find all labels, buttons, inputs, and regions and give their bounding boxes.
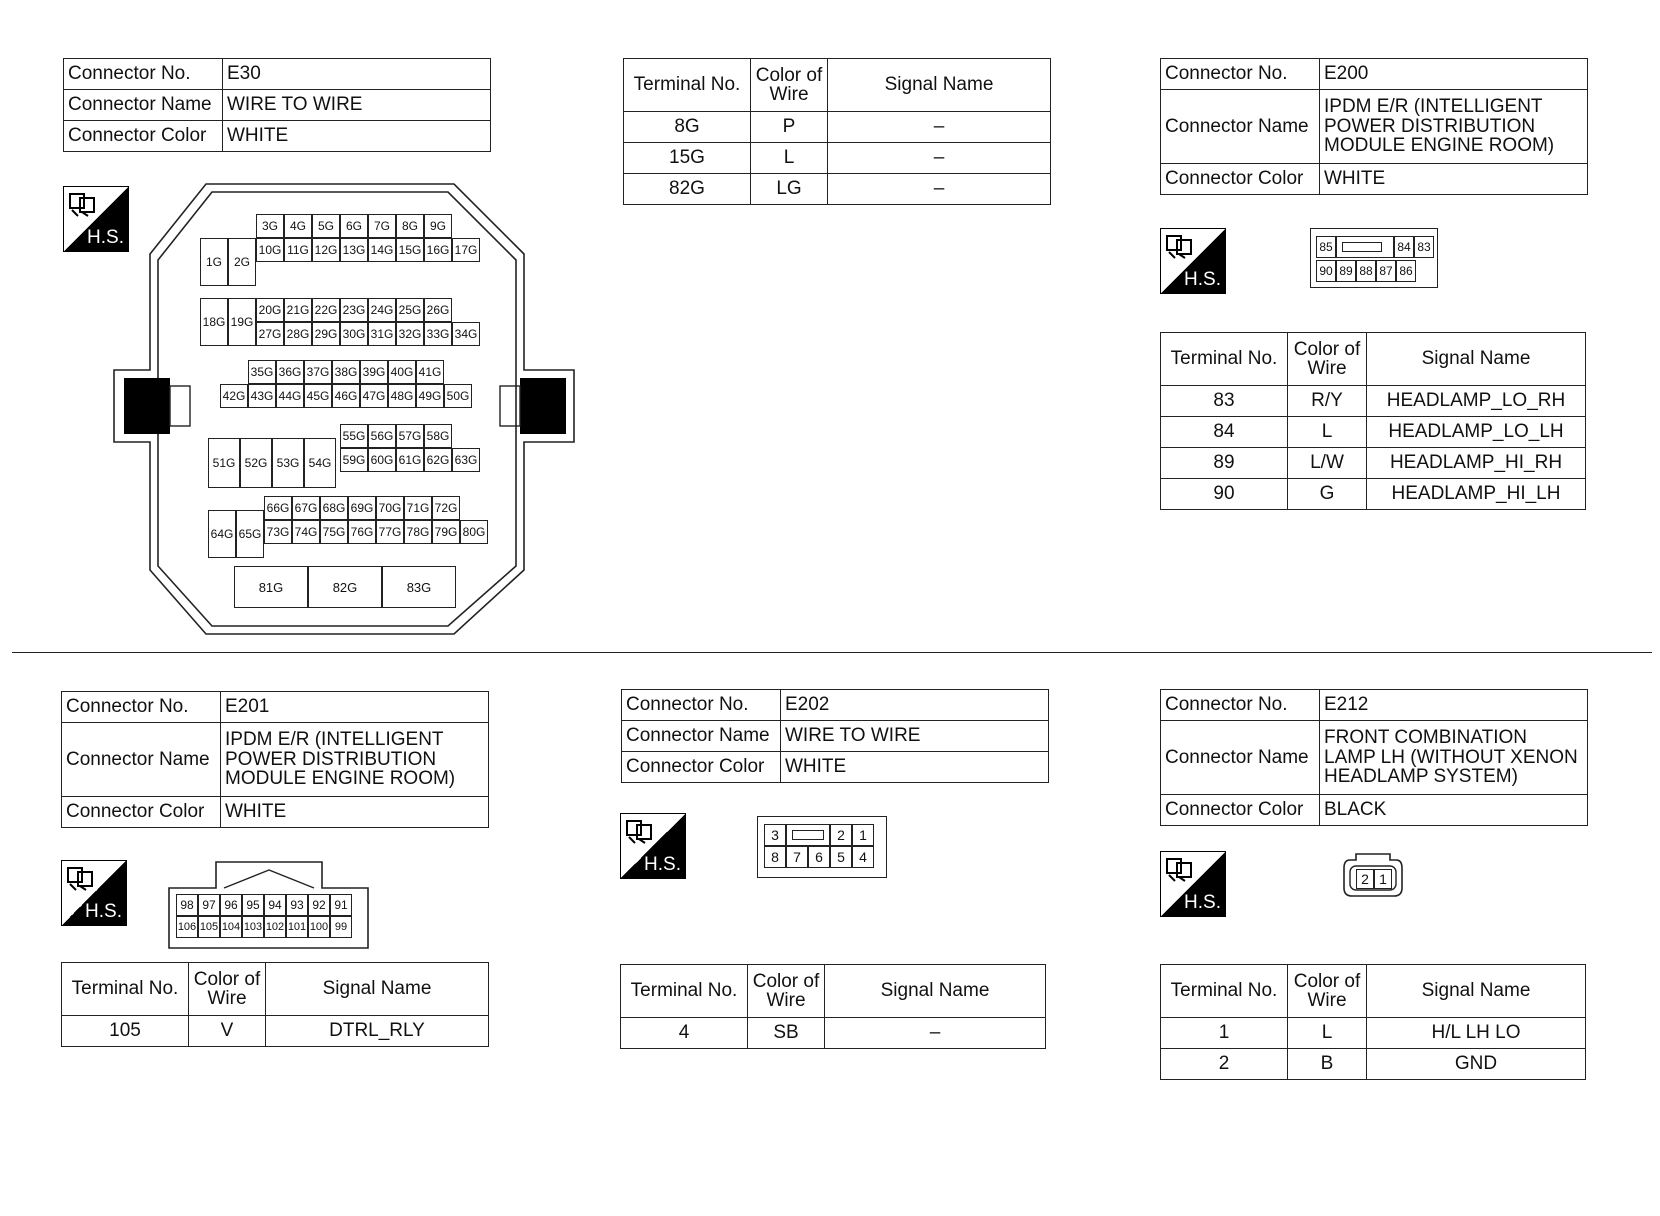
- connector-color-label: Connector Color: [1161, 795, 1320, 826]
- pin-cell: 78G: [404, 520, 432, 544]
- pin-cell: 81G: [234, 566, 308, 608]
- pin-cell: 46G: [332, 384, 360, 408]
- wire-color-header-l1: Color of: [193, 969, 261, 990]
- connector-symbol-icon: [1165, 232, 1199, 260]
- signal-name: –: [828, 112, 1051, 143]
- pin-cell: 14G: [368, 238, 396, 262]
- pin-cell: 62G: [424, 448, 452, 472]
- terminal-row: [62, 1016, 489, 1047]
- pin-cell: 47G: [360, 384, 388, 408]
- terminal-no: 15G: [624, 143, 751, 174]
- terminal-no-header: Terminal No.: [1161, 965, 1288, 1018]
- terminal-no: 82G: [624, 174, 751, 205]
- pin-cell: 102: [264, 916, 286, 938]
- signal-name: HEADLAMP_LO_RH: [1367, 386, 1586, 417]
- pin-cell: 75G: [320, 520, 348, 544]
- signal-name: GND: [1367, 1049, 1586, 1080]
- connector-no-label: Connector No.: [1161, 59, 1320, 90]
- pin-cell: 63G: [452, 448, 480, 472]
- pin-cell: 100: [308, 916, 330, 938]
- pin-cell: 86: [1396, 260, 1416, 282]
- connector-name-line: POWER DISTRIBUTION: [1324, 115, 1536, 137]
- connector-color-value: WHITE: [223, 121, 491, 152]
- terminal-no: 90: [1161, 479, 1288, 510]
- pin-cell: 74G: [292, 520, 320, 544]
- pin-cell: 52G: [240, 438, 272, 488]
- pin-cell: 21G: [284, 298, 312, 322]
- pin-cell: 1G: [200, 238, 228, 286]
- pin-cell: 71G: [404, 496, 432, 520]
- pin-cell: 5G: [312, 214, 340, 238]
- wire-color-header-l2: Wire: [769, 84, 809, 105]
- wire-color: G: [1288, 479, 1367, 510]
- connector-color-label: Connector Color: [62, 797, 221, 828]
- connector-symbol-icon: [1165, 855, 1199, 883]
- pin-cell: 60G: [368, 448, 396, 472]
- pin-cavity: [1342, 242, 1382, 252]
- pin-cell: 104: [220, 916, 242, 938]
- connector-name-value: WIRE TO WIRE: [781, 721, 1049, 752]
- wire-color-header: [189, 963, 266, 1016]
- pin-cell: 11G: [284, 238, 312, 262]
- wire-color-header-l1: Color of: [1293, 971, 1361, 992]
- wire-color-header-l2: Wire: [766, 990, 806, 1011]
- pin-cell: 59G: [340, 448, 368, 472]
- pin-cell: 83: [1414, 236, 1434, 258]
- pin-cell: 55G: [340, 424, 368, 448]
- hs-label: H.S.: [87, 227, 124, 248]
- pin-cell: 73G: [264, 520, 292, 544]
- pin-cell: 4: [852, 846, 874, 868]
- terminal-no: 2: [1161, 1049, 1288, 1080]
- terminal-row: [1161, 479, 1586, 510]
- connector-symbol-icon: [68, 190, 102, 218]
- e30-terminal-table: [623, 58, 1051, 205]
- signal-name: DTRL_RLY: [266, 1016, 489, 1047]
- pin-cell: 72G: [432, 496, 460, 520]
- pin-cell: 2G: [228, 238, 256, 286]
- pin-cell: 93: [286, 894, 308, 916]
- e202-terminal-table: [620, 964, 1046, 1049]
- terminal-row: [624, 174, 1051, 205]
- wire-color: P: [751, 112, 828, 143]
- pin-cell: 12G: [312, 238, 340, 262]
- pin-cell: 99: [330, 916, 352, 938]
- signal-name-header: Signal Name: [1367, 333, 1586, 386]
- terminal-no-header: Terminal No.: [1161, 333, 1288, 386]
- hs-label: H.S.: [1184, 892, 1221, 913]
- pin-cell: 2: [830, 824, 852, 846]
- pin-cell: 30G: [340, 322, 368, 346]
- wire-color-header-l1: Color of: [755, 65, 823, 86]
- pin-cell: 66G: [264, 496, 292, 520]
- connector-name-value: [1320, 721, 1588, 795]
- connector-no-label: Connector No.: [64, 59, 223, 90]
- connector-no-value: E200: [1320, 59, 1588, 90]
- pin-cell: 3G: [256, 214, 284, 238]
- pin-cell: 67G: [292, 496, 320, 520]
- pin-cell: 39G: [360, 360, 388, 384]
- pin-cell: 85: [1316, 236, 1336, 258]
- signal-name: –: [828, 174, 1051, 205]
- pin-cell: 54G: [304, 438, 336, 488]
- pin-cell: 96: [220, 894, 242, 916]
- pin-cell: 97: [198, 894, 220, 916]
- hs-label: H.S.: [85, 901, 122, 922]
- pin-cell: 68G: [320, 496, 348, 520]
- pin-cell: 2: [1356, 869, 1374, 889]
- pin-cell: 27G: [256, 322, 284, 346]
- pin-cell: 57G: [396, 424, 424, 448]
- hs-icon: [620, 813, 686, 879]
- pin-cell: 79G: [432, 520, 460, 544]
- signal-name: –: [825, 1018, 1046, 1049]
- pin-cell: 51G: [208, 438, 240, 488]
- pin-cell: 90: [1316, 260, 1336, 282]
- pin-cell: 1: [852, 824, 874, 846]
- pin-cell: 106: [176, 916, 198, 938]
- hs-icon: [61, 860, 127, 926]
- wire-color: R/Y: [1288, 386, 1367, 417]
- pin-cell: 58G: [424, 424, 452, 448]
- pin-cell: 65G: [236, 510, 264, 558]
- wire-color-header: [748, 965, 825, 1018]
- pin-cell: 8G: [396, 214, 424, 238]
- terminal-no: 84: [1161, 417, 1288, 448]
- pin-cell: 41G: [416, 360, 444, 384]
- connector-name-value: WIRE TO WIRE: [223, 90, 491, 121]
- pin-cell: 32G: [396, 322, 424, 346]
- pin-cell: 18G: [200, 298, 228, 346]
- connector-no-value: E212: [1320, 690, 1588, 721]
- terminal-row: [624, 143, 1051, 174]
- connector-name-line: IPDM E/R (INTELLIGENT: [1324, 95, 1543, 117]
- connector-no-value: E201: [221, 692, 489, 723]
- pin-cavity: [792, 830, 824, 840]
- terminal-no: 105: [62, 1016, 189, 1047]
- signal-name: HEADLAMP_HI_RH: [1367, 448, 1586, 479]
- connector-name-line: MODULE ENGINE ROOM): [1324, 135, 1555, 157]
- connector-no-label: Connector No.: [622, 690, 781, 721]
- hs-label: H.S.: [1184, 269, 1221, 290]
- pin-cell: 105: [198, 916, 220, 938]
- connector-name-line: FRONT COMBINATION: [1324, 726, 1528, 748]
- connector-color-label: Connector Color: [64, 121, 223, 152]
- pin-cell: 34G: [452, 322, 480, 346]
- pin-cell: 7: [786, 846, 808, 868]
- pin-cell: 24G: [368, 298, 396, 322]
- pin-cell: 87: [1376, 260, 1396, 282]
- connector-name-line: POWER DISTRIBUTION: [225, 748, 437, 770]
- connector-symbol-icon: [625, 817, 659, 845]
- connector-color-value: WHITE: [1320, 164, 1588, 195]
- section-divider: [12, 652, 1652, 653]
- connector-name-label: Connector Name: [1161, 721, 1320, 795]
- signal-name: HEADLAMP_LO_LH: [1367, 417, 1586, 448]
- connector-no-value: E30: [223, 59, 491, 90]
- terminal-row: [1161, 417, 1586, 448]
- connector-color-value: BLACK: [1320, 795, 1588, 826]
- connector-name-value: [221, 723, 489, 797]
- pin-cell: 98: [176, 894, 198, 916]
- pin-cell: 49G: [416, 384, 444, 408]
- signal-name-header: Signal Name: [828, 59, 1051, 112]
- pin-cell: 76G: [348, 520, 376, 544]
- pin-cell: 50G: [444, 384, 472, 408]
- wire-color: L/W: [1288, 448, 1367, 479]
- pin-cell: 33G: [424, 322, 452, 346]
- wire-color: LG: [751, 174, 828, 205]
- e200-info-table: [1160, 58, 1588, 195]
- pin-cell: 29G: [312, 322, 340, 346]
- pin-cell: 95: [242, 894, 264, 916]
- connector-color-value: WHITE: [221, 797, 489, 828]
- pin-cell: 80G: [460, 520, 488, 544]
- pin-cell: 31G: [368, 322, 396, 346]
- pin-cell: 42G: [220, 384, 248, 408]
- connector-name-label: Connector Name: [1161, 90, 1320, 164]
- hs-icon: [1160, 228, 1226, 294]
- connector-name-line: IPDM E/R (INTELLIGENT: [225, 728, 444, 750]
- terminal-no: 1: [1161, 1018, 1288, 1049]
- connector-symbol-icon: [66, 864, 100, 892]
- pin-cell: 82G: [308, 566, 382, 608]
- terminal-no: 4: [621, 1018, 748, 1049]
- pin-cell: 77G: [376, 520, 404, 544]
- pin-cell: 10G: [256, 238, 284, 262]
- wire-color: L: [1288, 1018, 1367, 1049]
- terminal-row: [1161, 448, 1586, 479]
- pin-cell: 64G: [208, 510, 236, 558]
- e200-terminal-table: [1160, 332, 1586, 510]
- connector-name-label: Connector Name: [622, 721, 781, 752]
- connector-name-line: HEADLAMP SYSTEM): [1324, 766, 1518, 788]
- signal-name-header: Signal Name: [825, 965, 1046, 1018]
- terminal-no-header: Terminal No.: [621, 965, 748, 1018]
- pin-cell: 91: [330, 894, 352, 916]
- pin-cell: 48G: [388, 384, 416, 408]
- terminal-row: [1161, 1018, 1586, 1049]
- pin-cell: 43G: [248, 384, 276, 408]
- pin-cell: 9G: [424, 214, 452, 238]
- pin-cell: 1: [1374, 869, 1392, 889]
- signal-name-header: Signal Name: [1367, 965, 1586, 1018]
- pin-cell: 53G: [272, 438, 304, 488]
- e201-terminal-table: [61, 962, 489, 1047]
- e30-info-table: [63, 58, 491, 152]
- pin-cell: 22G: [312, 298, 340, 322]
- terminal-row: [1161, 1049, 1586, 1080]
- pin-cell: 84: [1394, 236, 1414, 258]
- pin-cell: 83G: [382, 566, 456, 608]
- terminal-no-header: Terminal No.: [624, 59, 751, 112]
- terminal-row: [624, 112, 1051, 143]
- pin-cell: 36G: [276, 360, 304, 384]
- pin-cell: 103: [242, 916, 264, 938]
- pin-cell: 101: [286, 916, 308, 938]
- pin-cell: 7G: [368, 214, 396, 238]
- pin-cell: 35G: [248, 360, 276, 384]
- wire-color: B: [1288, 1049, 1367, 1080]
- connector-name-line: LAMP LH (WITHOUT XENON: [1324, 746, 1578, 768]
- pin-cell: 38G: [332, 360, 360, 384]
- wire-color-header-l1: Color of: [752, 971, 820, 992]
- pin-cell: 37G: [304, 360, 332, 384]
- wire-color: SB: [748, 1018, 825, 1049]
- pin-cell: 17G: [452, 238, 480, 262]
- pin-cell: 8: [764, 846, 786, 868]
- connector-name-label: Connector Name: [64, 90, 223, 121]
- connector-name-line: MODULE ENGINE ROOM): [225, 768, 456, 790]
- pin-cell: 6: [808, 846, 830, 868]
- pin-cell: 92: [308, 894, 330, 916]
- e201-info-table: [61, 691, 489, 828]
- pin-cell: 69G: [348, 496, 376, 520]
- connector-name-value: [1320, 90, 1588, 164]
- connector-color-label: Connector Color: [622, 752, 781, 783]
- terminal-no-header: Terminal No.: [62, 963, 189, 1016]
- pin-cell: 4G: [284, 214, 312, 238]
- pin-cell: 16G: [424, 238, 452, 262]
- connector-no-label: Connector No.: [1161, 690, 1320, 721]
- pin-cell: 88: [1356, 260, 1376, 282]
- terminal-no: 8G: [624, 112, 751, 143]
- pin-cell: 3: [764, 824, 786, 846]
- pin-cell: 56G: [368, 424, 396, 448]
- wire-color-header: [751, 59, 828, 112]
- pin-cell: 6G: [340, 214, 368, 238]
- wire-color: V: [189, 1016, 266, 1047]
- pin-cell: 25G: [396, 298, 424, 322]
- pin-cell: 20G: [256, 298, 284, 322]
- hs-icon: [1160, 851, 1226, 917]
- connector-no-label: Connector No.: [62, 692, 221, 723]
- connector-no-value: E202: [781, 690, 1049, 721]
- pin-cell: 44G: [276, 384, 304, 408]
- wire-color-header-l2: Wire: [207, 988, 247, 1009]
- pin-cell: 5: [830, 846, 852, 868]
- connector-name-label: Connector Name: [62, 723, 221, 797]
- terminal-no: 83: [1161, 386, 1288, 417]
- pin-cell: 89: [1336, 260, 1356, 282]
- pin-cell: 70G: [376, 496, 404, 520]
- wire-color-header-l2: Wire: [1307, 990, 1347, 1011]
- wire-color-header-l2: Wire: [1307, 358, 1347, 379]
- e202-info-table: [621, 689, 1049, 783]
- signal-name-header: Signal Name: [266, 963, 489, 1016]
- pin-cell: 94: [264, 894, 286, 916]
- e212-terminal-table: [1160, 964, 1586, 1080]
- terminal-row: [1161, 386, 1586, 417]
- hs-label: H.S.: [644, 854, 681, 875]
- pin-cell: 23G: [340, 298, 368, 322]
- wire-color: L: [751, 143, 828, 174]
- wire-color: L: [1288, 417, 1367, 448]
- pin-cell: 15G: [396, 238, 424, 262]
- pin-cell: 28G: [284, 322, 312, 346]
- terminal-no: 89: [1161, 448, 1288, 479]
- pin-cell: 45G: [304, 384, 332, 408]
- wire-color-header-l1: Color of: [1293, 339, 1361, 360]
- terminal-row: [621, 1018, 1046, 1049]
- pin-cell: 19G: [228, 298, 256, 346]
- pin-cell: 40G: [388, 360, 416, 384]
- signal-name: HEADLAMP_HI_LH: [1367, 479, 1586, 510]
- connector-color-label: Connector Color: [1161, 164, 1320, 195]
- signal-name: –: [828, 143, 1051, 174]
- signal-name: H/L LH LO: [1367, 1018, 1586, 1049]
- connector-color-value: WHITE: [781, 752, 1049, 783]
- wire-color-header: [1288, 965, 1367, 1018]
- pin-cell: 13G: [340, 238, 368, 262]
- wire-color-header: [1288, 333, 1367, 386]
- pin-cell: 61G: [396, 448, 424, 472]
- e212-info-table: [1160, 689, 1588, 826]
- pin-cell: 26G: [424, 298, 452, 322]
